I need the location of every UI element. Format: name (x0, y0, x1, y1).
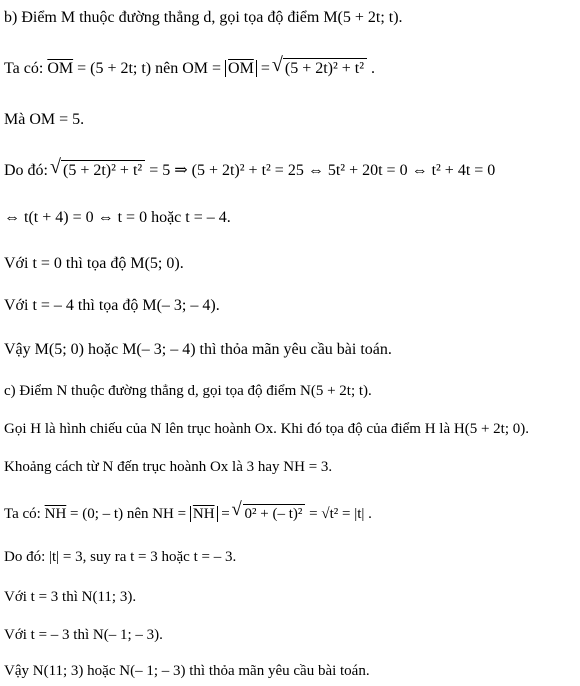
text: Do đó: |t| = 3, suy ra t = 3 hoặc t = – 3. (4, 549, 237, 565)
text: Ta có: (4, 506, 45, 522)
part-c-conclusion (4, 664, 370, 679)
vector-nh: $\overline{NH}$ (44, 506, 67, 522)
text: ⇔ t(t + 4) = 0 ⇔ t = 0 hoặc t = – 4. (4, 209, 231, 226)
text: . (367, 60, 376, 77)
text: Gọi H là hình chiếu của N lên trục hoành Ox. Khi đó tọa độ của điểm H là H(5 + 2t; 0). (4, 421, 529, 437)
text: = (5 + 2t; t) nên OM = (73, 60, 226, 77)
text: Khoảng cách từ N đến trục hoành Ox là 3 hay NH = 3. (4, 459, 333, 475)
text: = (256, 60, 274, 77)
text: c) Điểm N thuộc đường thẳng d, gọi tọa độ điểm N(5 + 2t; t). (4, 383, 372, 399)
text: Với t = – 3 thì N(– 1; – 3). (4, 627, 163, 643)
text: Vậy N(11; 3) hoặc N(– 1; – 3) thì thỏa mãn yêu cầu bài toán. (4, 663, 370, 679)
part-c-nh-formula (4, 504, 372, 522)
text: = (217, 506, 234, 522)
part-c-abs (4, 550, 236, 565)
part-b-om-formula (4, 58, 375, 77)
text: Vậy M(5; 0) hoặc M(– 3; – 4) thì thỏa mãn yêu cầu bài toán. (4, 341, 392, 358)
sqrt-expression: √ (5 + 2t)² + t² (61, 160, 145, 179)
text: Ta có: (4, 60, 48, 77)
part-c-case-t-3 (4, 628, 163, 643)
abs-vector-nh: $\overline{NH}$ (190, 506, 218, 522)
text: = √t² = |t| . (305, 506, 372, 522)
part-b-case-t-4 (4, 298, 220, 314)
text: Do đó: (4, 162, 52, 179)
text: b) Điểm M thuộc đường thẳng d, gọi tọa độ điểm M(5 + 2t; t). (4, 9, 403, 26)
text: = 5 ⇒ (5 + 2t)² + t² = 25 ⇔ 5t² + 20t = 0 ⇔ t² + 4t = 0 (145, 162, 496, 179)
part-b-om-value (4, 112, 84, 128)
text: Với t = 0 thì tọa độ M(5; 0). (4, 255, 184, 272)
text: Với t = – 4 thì tọa độ M(– 3; – 4). (4, 297, 220, 314)
text: Mà OM = 5. (4, 111, 85, 128)
vector-om: $\overline{OM}$ (47, 60, 74, 77)
part-b-equation (4, 160, 495, 179)
part-b-solve (4, 210, 231, 226)
part-c-intro (4, 384, 372, 399)
part-b-intro (4, 10, 403, 26)
abs-vector-om: $\overline{OM}$ (225, 60, 257, 77)
sqrt-expression: √ (5 + 2t)² + t² (283, 58, 367, 77)
part-b-conclusion (4, 342, 392, 358)
part-b-case-t0 (4, 256, 184, 272)
sqrt-expression: √ 0² + (– t)² (243, 504, 306, 522)
part-c-projection (4, 422, 529, 437)
text: Với t = 3 thì N(11; 3). (4, 589, 137, 605)
part-c-case-t3 (4, 590, 136, 605)
part-c-distance (4, 460, 332, 475)
text: = (0; – t) nên NH = (66, 506, 190, 522)
